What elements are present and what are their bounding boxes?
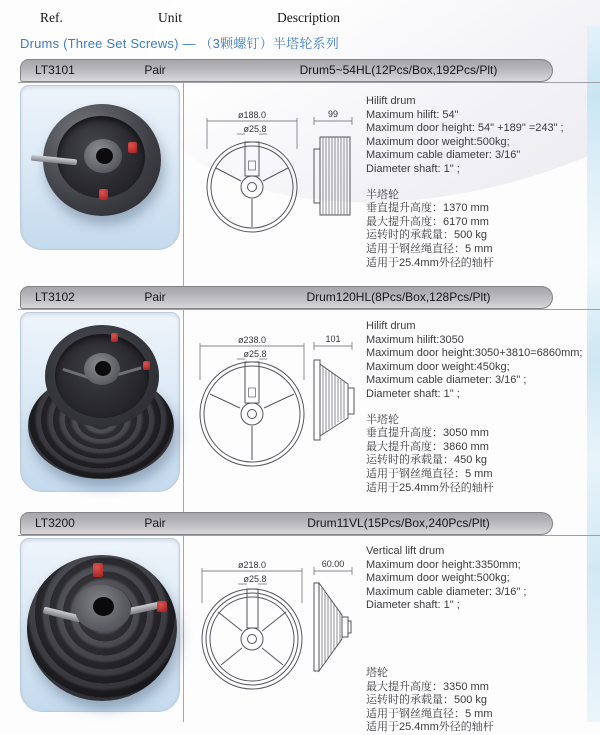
- set-screw: [99, 189, 108, 200]
- spec-line: Diameter shaft: 1" ;: [366, 162, 460, 175]
- spec-line: 最大提升高度：3860 mm: [366, 440, 489, 453]
- set-screw: [111, 333, 118, 342]
- product-header-bar: [20, 512, 553, 535]
- column-divider: [183, 535, 184, 722]
- spec-line: Maximum cable diameter: 3/16" ;: [366, 374, 527, 387]
- set-screw: [143, 361, 150, 370]
- product-photo: [20, 312, 180, 492]
- dim-outer-diameter: ø188.0: [237, 110, 267, 120]
- spec-line: Maximum door weight:450kg;: [366, 360, 510, 373]
- product-unit: Pair: [144, 290, 166, 304]
- spec-line: Hilift drum: [366, 95, 416, 107]
- product-unit: Pair: [144, 63, 166, 77]
- spec-line: Diameter shaft: 1" ;: [366, 599, 460, 612]
- spec-line: Maximum door height:3350mm;: [366, 558, 521, 571]
- spec-line: Maximum hilift:3050: [366, 333, 464, 346]
- header-rule: [18, 535, 600, 536]
- spec-line: Maximum door height: 54" +189" =243" ;: [366, 122, 564, 135]
- product-photo: [20, 538, 180, 712]
- product-specs: [366, 320, 591, 495]
- drum-photo-lt3101: [43, 104, 161, 216]
- spec-line: 适用于钢丝绳直径：5 mm: [366, 242, 493, 255]
- dim-outer-diameter: ø218.0: [237, 560, 267, 570]
- spec-line: Maximum door height:3050+3810=6860mm;: [366, 347, 583, 360]
- spec-line: Diameter shaft: 1" ;: [366, 387, 460, 400]
- spec-line: 半塔轮: [366, 188, 399, 201]
- side-view: [314, 109, 352, 215]
- dim-bore-diameter: ø25.8: [243, 349, 267, 359]
- column-header-ref: Ref.: [40, 10, 63, 25]
- product-specs: [366, 545, 591, 735]
- series-title: Drums (Three Set Screws) — （3颗螺钉）半塔轮系列: [20, 36, 339, 51]
- spec-line: Vertical lift drum: [366, 545, 445, 557]
- column-header-unit: Unit: [158, 10, 183, 25]
- drum-photo-lt3102: [28, 325, 174, 481]
- side-view: [314, 334, 354, 440]
- spec-line: 适用于25.4mm外径的轴杆: [366, 256, 494, 269]
- product-description: Drum11VL(15Pcs/Box,240Pcs/Plt): [307, 516, 490, 530]
- drum-photo-lt3200: [27, 555, 177, 701]
- product-description: Drum120HL(8Pcs/Box,128Pcs/Plt): [306, 290, 491, 304]
- product-section-lt3200: [0, 512, 600, 734]
- spec-line: Maximum door weight:500kg;: [366, 135, 510, 148]
- product-header-bar: [20, 286, 553, 309]
- spec-line: Maximum door weight:500kg;: [366, 572, 510, 585]
- spec-line: 垂直提升高度：1370 mm: [366, 202, 489, 215]
- product-header-bar: [20, 59, 553, 82]
- spec-line: 适用于钢丝绳直径：5 mm: [366, 467, 493, 480]
- product-specs: [366, 95, 591, 270]
- spec-line: Maximum cable diameter: 3/16" ;: [366, 585, 527, 598]
- spec-line: 适用于钢丝绳直径：5 mm: [366, 707, 493, 720]
- spec-line: Maximum hilift: 54": [366, 108, 459, 121]
- technical-drawing: [192, 555, 367, 695]
- spec-line: 运转时的承载量：500 kg: [366, 694, 488, 707]
- spec-line: 最大提升高度：3350 mm: [366, 680, 489, 693]
- column-divider: [183, 82, 184, 286]
- spec-line: Hilift drum: [366, 320, 416, 332]
- spec-line: 最大提升高度：6170 mm: [366, 215, 489, 228]
- technical-drawing: [192, 330, 367, 470]
- product-code: LT3101: [35, 63, 75, 77]
- dim-outer-diameter: ø238.0: [237, 335, 267, 345]
- set-screw: [93, 563, 103, 577]
- spec-line: 适用于25.4mm外径的轴杆: [366, 481, 494, 494]
- spec-line: Maximum cable diameter: 3/16": [366, 149, 521, 162]
- product-section-lt3102: [0, 286, 600, 512]
- spec-line: 适用于25.4mm外径的轴杆: [366, 721, 494, 734]
- set-screw: [128, 142, 137, 153]
- spec-line: 半塔轮: [366, 413, 399, 426]
- dim-width: 60.00: [321, 559, 345, 569]
- product-description: Drum5~54HL(12Pcs/Box,192Pcs/Plt): [299, 63, 498, 77]
- product-unit: Pair: [144, 516, 166, 530]
- spec-line: 运转时的承载量：450 kg: [366, 454, 488, 467]
- spec-line: 垂直提升高度：3050 mm: [366, 427, 489, 440]
- product-code: LT3200: [35, 516, 75, 530]
- header-rule: [18, 309, 600, 310]
- dim-bore-diameter: ø25.8: [243, 124, 267, 134]
- header-rule: [18, 82, 600, 83]
- set-screw: [157, 601, 167, 612]
- column-divider: [183, 309, 184, 512]
- dim-bore-diameter: ø25.8: [243, 574, 267, 584]
- spec-line: 运转时的承载量：500 kg: [366, 229, 488, 242]
- product-photo: [20, 85, 180, 250]
- column-header-description: Description: [277, 10, 340, 25]
- spec-line: 塔轮: [366, 666, 388, 679]
- product-section-lt3101: [0, 59, 600, 286]
- dim-width: 99: [327, 109, 339, 119]
- technical-drawing: [192, 105, 367, 245]
- product-code: LT3102: [35, 290, 75, 304]
- side-view: [314, 559, 352, 671]
- dim-width: 101: [325, 334, 341, 344]
